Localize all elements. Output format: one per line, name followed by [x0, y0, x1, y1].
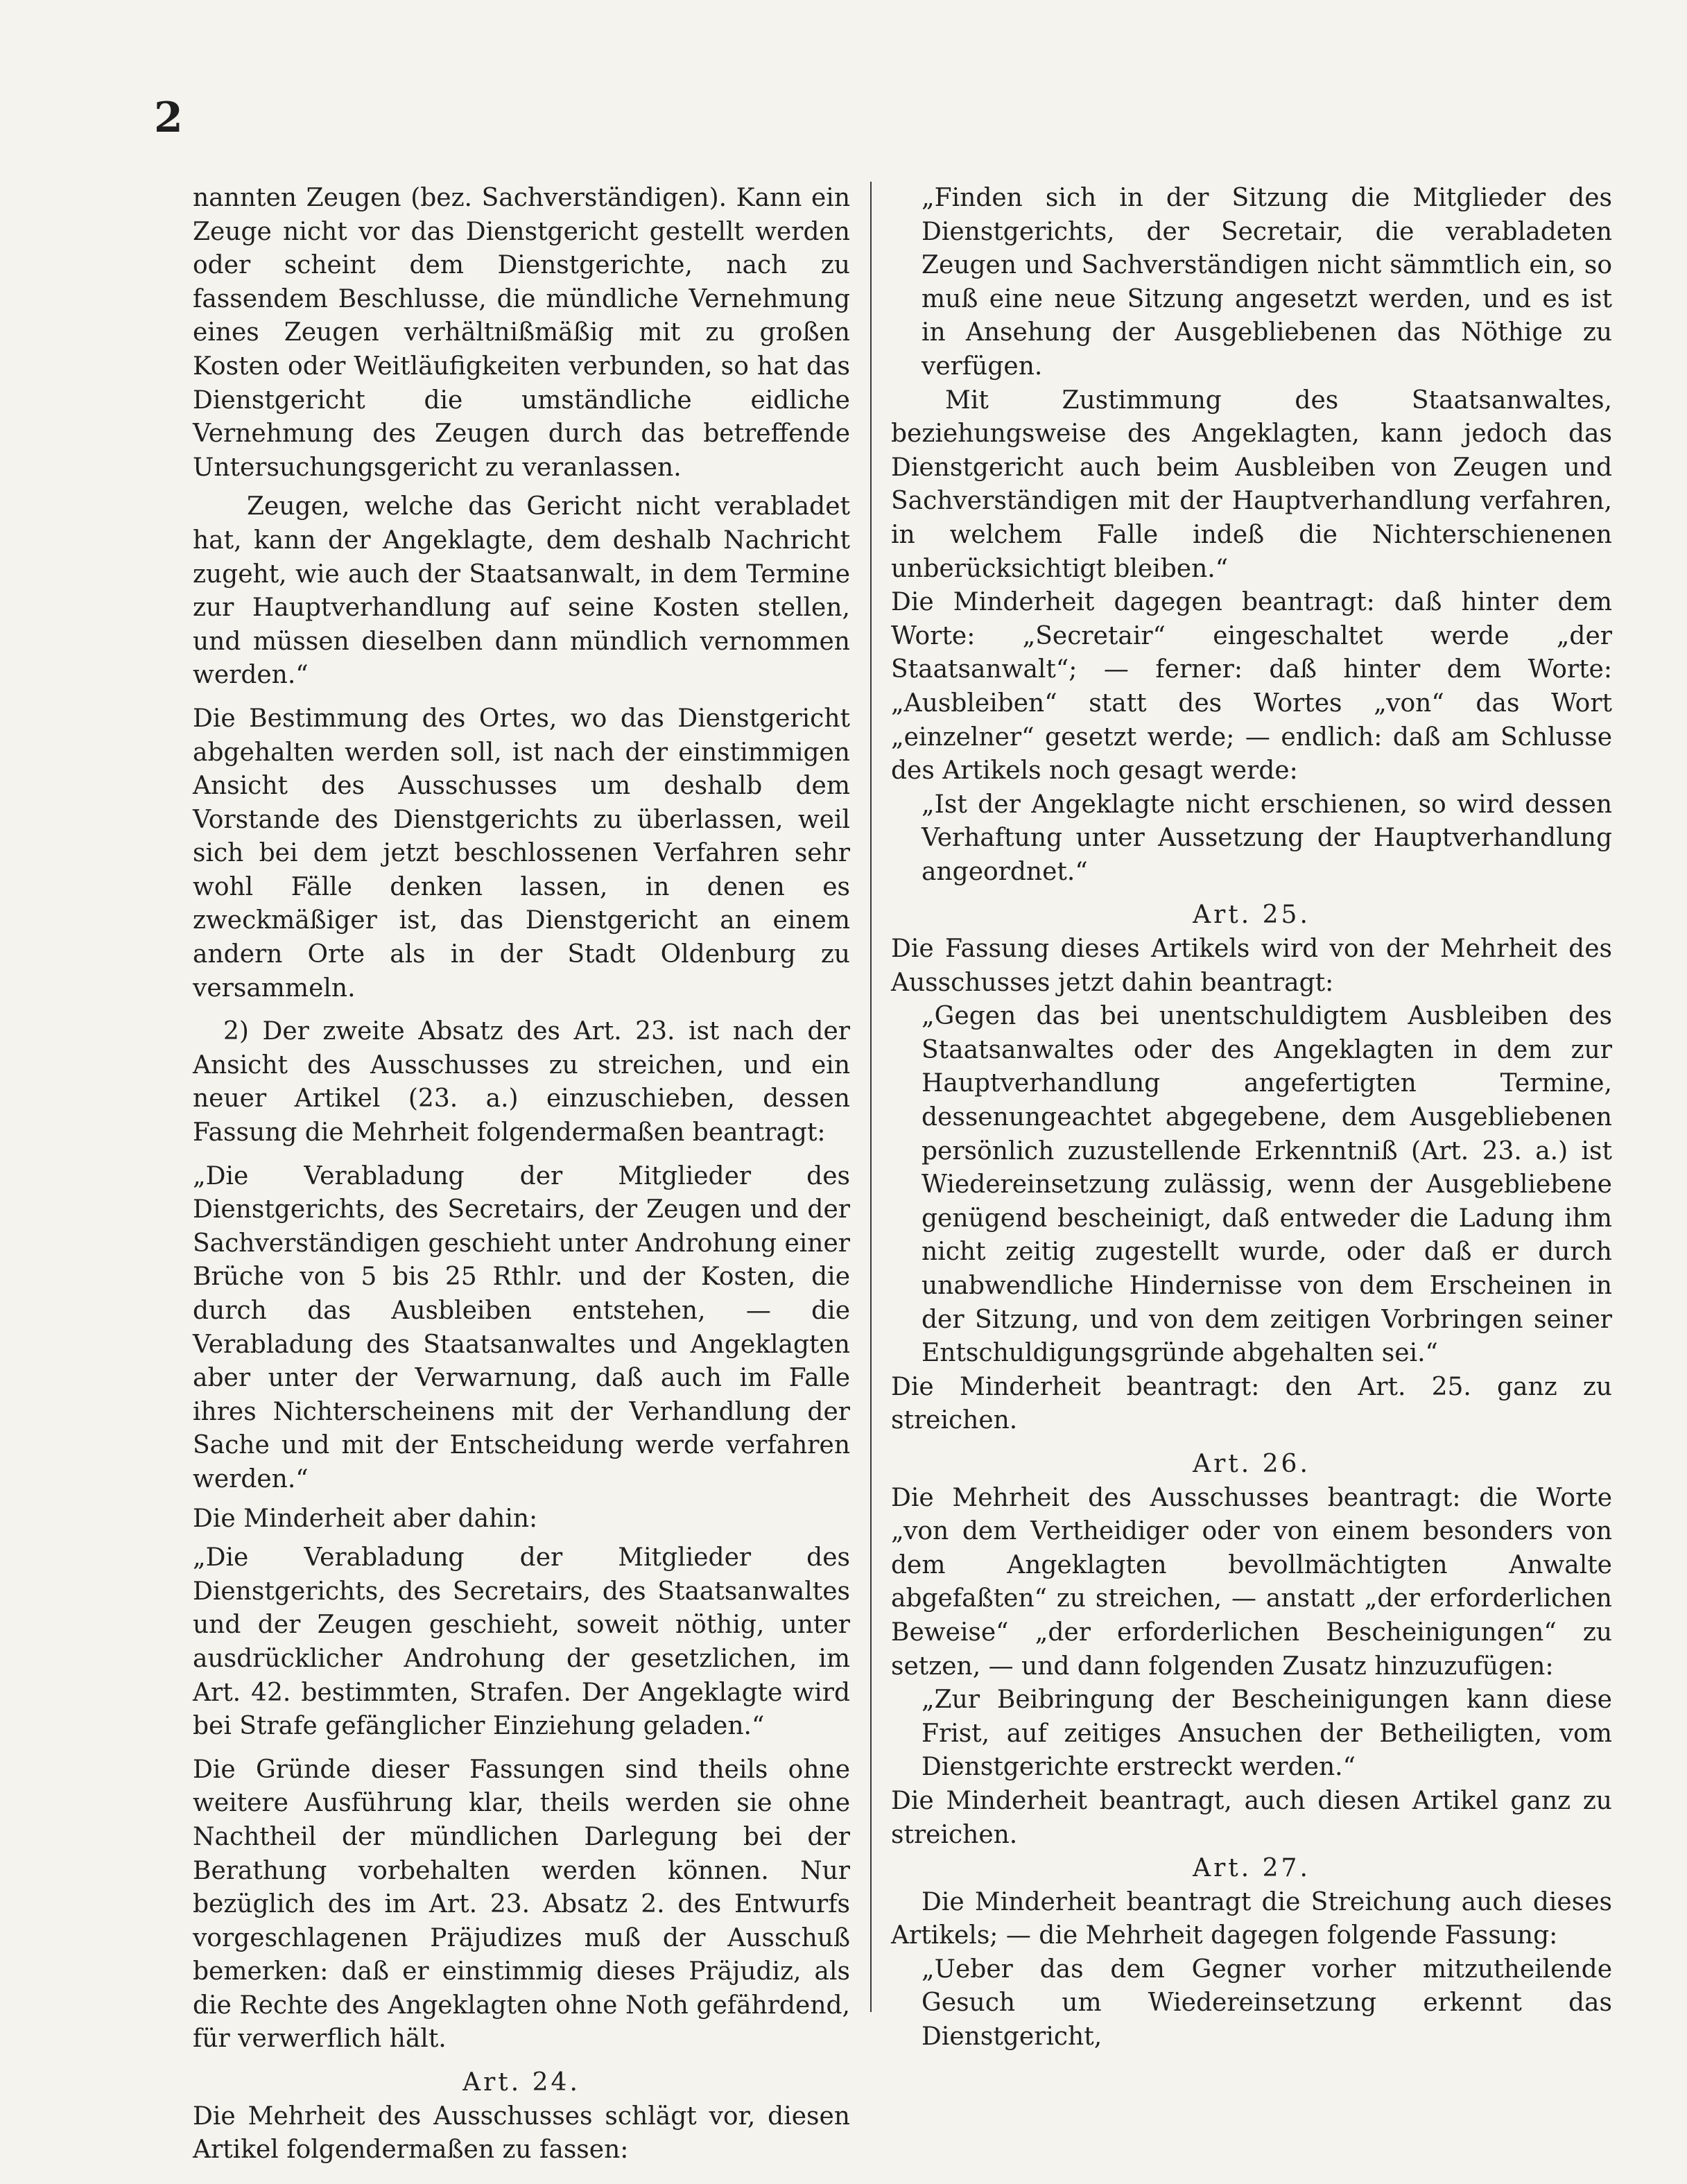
right-quote-1: „Finden sich in der Sitzung die Mitglieder des Dienstgerichts, der Secretair, die verabladeten Zeugen und Sachverständigen nicht sämmtlich ein, so muß eine neue Sitzung angesetzt werden, und es ist in Ansehung der Ausgebliebenen das Nöthige zu verfügen.	[922, 184, 1612, 381]
left-paragraph-2: Zeugen, welche das Gericht nicht verabladet hat, kann der Angeklagte, dem deshalb Nachricht zugeht, wie auch der Staatsanwalt, in dem Termine zur Hauptverhandlung auf seine Kosten stellen, und müssen dieselben dann mündlich vernommen werden.“	[193, 492, 850, 690]
article-25-heading: Art. 25.	[1193, 901, 1310, 930]
left-paragraph-8: Die Gründe dieser Fassungen sind theils ohne weitere Ausführung klar, theils werden sie ohne Nachtheil der mündlichen Darlegung bei der Berathung vorbehalten werden können. Nur bezüglich des im Art. 23. Absatz 2. des Entwurfs vorgeschlagenen Präjudizes muß der Ausschuß bemerken: daß er einstimmig dieses Präjudiz, als die Rechte des Angeklagten ohne Noth gefährdend, für verwerflich hält.	[193, 1755, 850, 2054]
right-paragraph-11: Die Minderheit beantragt die Streichung auch dieses Artikels; — die Mehrheit dagegen folgende Fassung:	[891, 1887, 1612, 1950]
right-paragraph-3: Die Minderheit dagegen beantragt: daß hinter dem Worte: „Secretair“ eingeschaltet werde „der Staatsanwalt“; — ferner: daß hinter dem Worte: „Ausbleiben“ statt des Wortes „von“ das Wort „einzelner“ gesetzt werde; — endlich: daß am Schlusse des Artikels noch gesagt werde:	[891, 588, 1612, 786]
right-paragraph-2: Mit Zustimmung des Staatsanwaltes, beziehungsweise des Angeklagten, kann jedoch das Dienstgericht auch beim Ausbleiben von Zeugen und Sachverständigen mit der Hauptverhandlung verfahren, in welchem Falle indeß die Nichterschienenen unberücksichtigt bleiben.“	[891, 385, 1612, 583]
left-quote-1: „Die Verabladung der Mitglieder des Dienstgerichts, des Secretairs, der Zeugen und der Sachverständigen geschieht unter Androhung einer Brüche von 5 bis 25 Rthlr. und der Kosten, die durch das Ausbleiben entstehen, — die Verabladung des Staatsanwaltes und Angeklagten aber unter der Verwarnung, daß auch im Falle ihres Nichterscheinens mit der Verhandlung der Sache und mit der Entscheidung werde verfahren werden.“	[193, 1161, 851, 1493]
right-column	[891, 182, 1612, 2054]
article-26-heading: Art. 26.	[1193, 1449, 1310, 1478]
article-24-heading: Art. 24.	[462, 2068, 580, 2097]
right-quote-4: „Zur Beibringung der Bescheinigungen kann diese Frist, auf zeitiges Ansuchen der Betheiligten, vom Dienstgerichte erstreckt werden.“	[922, 1685, 1612, 1782]
left-paragraph-1: nannten Zeugen (bez. Sachverständigen). Kann ein Zeuge nicht vor das Dienstgericht gestellt werden oder scheint dem Dienstgerichte, nach zu fassendem Beschlusse, die mündliche Vernehmung eines Zeugen verhältnißmäßig mit zu großen Kosten oder Weitläufigkeiten verbunden, so hat das Dienstgericht die umständliche eidliche Vernehmung des Zeugen durch das betreffende Untersuchungsgericht zu veranlassen.	[193, 184, 850, 482]
right-paragraph-5: Die Fassung dieses Artikels wird von der Mehrheit des Ausschusses jetzt dahin beantragt:	[891, 935, 1612, 997]
right-quote-2: „Ist der Angeklagte nicht erschienen, so wird dessen Verhaftung unter Aussetzung der Hauptverhandlung angeordnet.“	[922, 790, 1612, 886]
right-paragraph-10: Die Minderheit beantragt, auch diesen Artikel ganz zu streichen.	[891, 1786, 1612, 1849]
left-column	[193, 182, 850, 2167]
page-number: 2	[154, 94, 183, 142]
left-paragraph-4: 2) Der zweite Absatz des Art. 23. ist nach der Ansicht des Ausschusses zu streichen, und ein neuer Artikel (23. a.) einzuschieben, dessen Fassung die Mehrheit folgendermaßen beantragt:	[193, 1017, 850, 1147]
left-paragraph-9: Die Mehrheit des Ausschusses schlägt vor, diesen Artikel folgendermaßen zu fassen:	[193, 2101, 850, 2165]
column-divider	[870, 182, 872, 2012]
right-quote-5: „Ueber das dem Gegner vorher mitzutheilende Gesuch um Wiedereinsetzung erkennt das Dienstgericht,	[922, 1955, 1612, 2052]
right-paragraph-7: Die Minderheit beantragt: den Art. 25. ganz zu streichen.	[891, 1372, 1612, 1435]
article-27-heading: Art. 27.	[1193, 1854, 1310, 1883]
left-paragraph-3: Die Bestimmung des Ortes, wo das Dienstgericht abgehalten werden soll, ist nach der einstimmigen Ansicht des Ausschusses um deshalb dem Vorstande des Dienstgerichts zu überlassen, weil sich bei dem jetzt beschlossenen Verfahren sehr wohl Fälle denken lassen, in denen es zweckmäßiger ist, das Dienstgericht an einem andern Orte als in der Stadt Oldenburg zu versammeln.	[193, 704, 850, 1003]
left-quote-2: „Die Verabladung der Mitglieder des Dienstgerichts, des Secretairs, des Staatsanwaltes und der Zeugen geschieht, soweit nöthig, unter ausdrücklicher Androhung der gesetzlichen, im Art. 42. bestimmten, Strafen. Der Angeklagte wird bei Strafe gefänglicher Einziehung geladen.“	[193, 1543, 850, 1741]
right-paragraph-8: Die Mehrheit des Ausschusses beantragt: die Worte „von dem Vertheidiger oder von einem besonders von dem Angeklagten bevollmächtigten Anwalte abgefaßten“ zu streichen, — anstatt „der erforderlichen Beweise“ „der erforderlichen Bescheinigungen“ zu setzen, — und dann folgenden Zusatz hinzuzufügen:	[891, 1483, 1612, 1681]
right-quote-3: „Gegen das bei unentschuldigtem Ausbleiben des Staatsanwaltes oder des Angeklagten in dem zur Hauptverhandlung angefertigten Termine, dessenungeachtet abgegebene, dem Ausgebliebenen persönlich zuzustellende Erkenntniß (Art. 23. a.) ist Wiedereinsetzung zulässig, wenn der Ausgebliebene genügend bescheinigt, daß entweder die Ladung ihm nicht zeitig zugestellt wurde, oder daß er durch unabwendliche Hindernisse von dem Erscheinen in der Sitzung, und von dem zeitigen Vorbringen seiner Entschuldigungsgründe abgehalten sei.“	[922, 1002, 1612, 1368]
left-paragraph-6: Die Minderheit aber dahin:	[193, 1504, 538, 1533]
